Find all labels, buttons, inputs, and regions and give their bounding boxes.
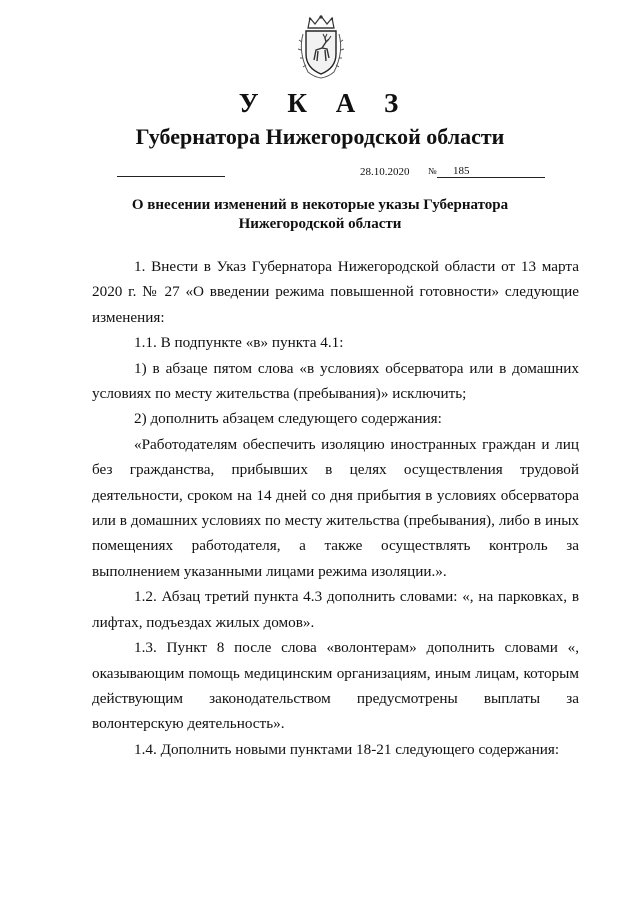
document-number-field (437, 164, 545, 178)
paragraph: 1.4. Дополнить новыми пунктами 18-21 следующего содержания: (134, 740, 560, 758)
blank-signature-line (117, 176, 225, 177)
issuer-title: Губернатора Нижегородской области (135, 124, 505, 149)
document-body (92, 254, 579, 762)
registration-row (0, 164, 640, 184)
document-number: 185 (453, 165, 470, 177)
paragraph: 1.3. Пункт 8 после слова «волонтерам» дополнить словами «, оказывающим помощь медицинским организациям, иным лицам, которым действующим законодательством предусмотрены выплаты за волонтерскую деятельность». (92, 639, 579, 733)
paragraph: 1.1. В подпункте «в» пункта 4.1: (134, 334, 344, 352)
paragraph: «Работодателям обеспечить изоляцию иностранных граждан и лиц без гражданства, прибывших в целях осуществления трудовой деятельности, сроком на 14 дней со дня прибытия в условиях обсерватора или в домашних условиях по месту жительства (пребывания), либо в иных помещениях работодателя, а также осуществлять контроль за выполнением указанными лицами режима изоляции.». (92, 435, 579, 580)
paragraph: 1. Внести в Указ Губернатора Нижегородской области от 13 марта 2020 г. № 27 «О введении режима повышенной готовности» следующие изменения: (92, 258, 579, 326)
document-date: 28.10.2020 (360, 166, 410, 178)
paragraph: 1) в абзаце пятом слова «в условиях обсерватора или в домашних условиях по месту жительства (пребывания)» исключить; (92, 359, 579, 403)
paragraph: 2) дополнить абзацем следующего содержания: (134, 410, 442, 428)
document-subject: О внесении изменений в некоторые указы Губернатора Нижегородской области (131, 197, 509, 232)
number-sign: № (428, 166, 437, 176)
paragraph: 1.2. Абзац третий пункта 4.3 дополнить словами: «, на парковках, в лифтах, подъездах жилых домов». (92, 588, 579, 631)
document-type-title: У К А З (238, 88, 410, 118)
coat-of-arms-icon (296, 14, 346, 80)
